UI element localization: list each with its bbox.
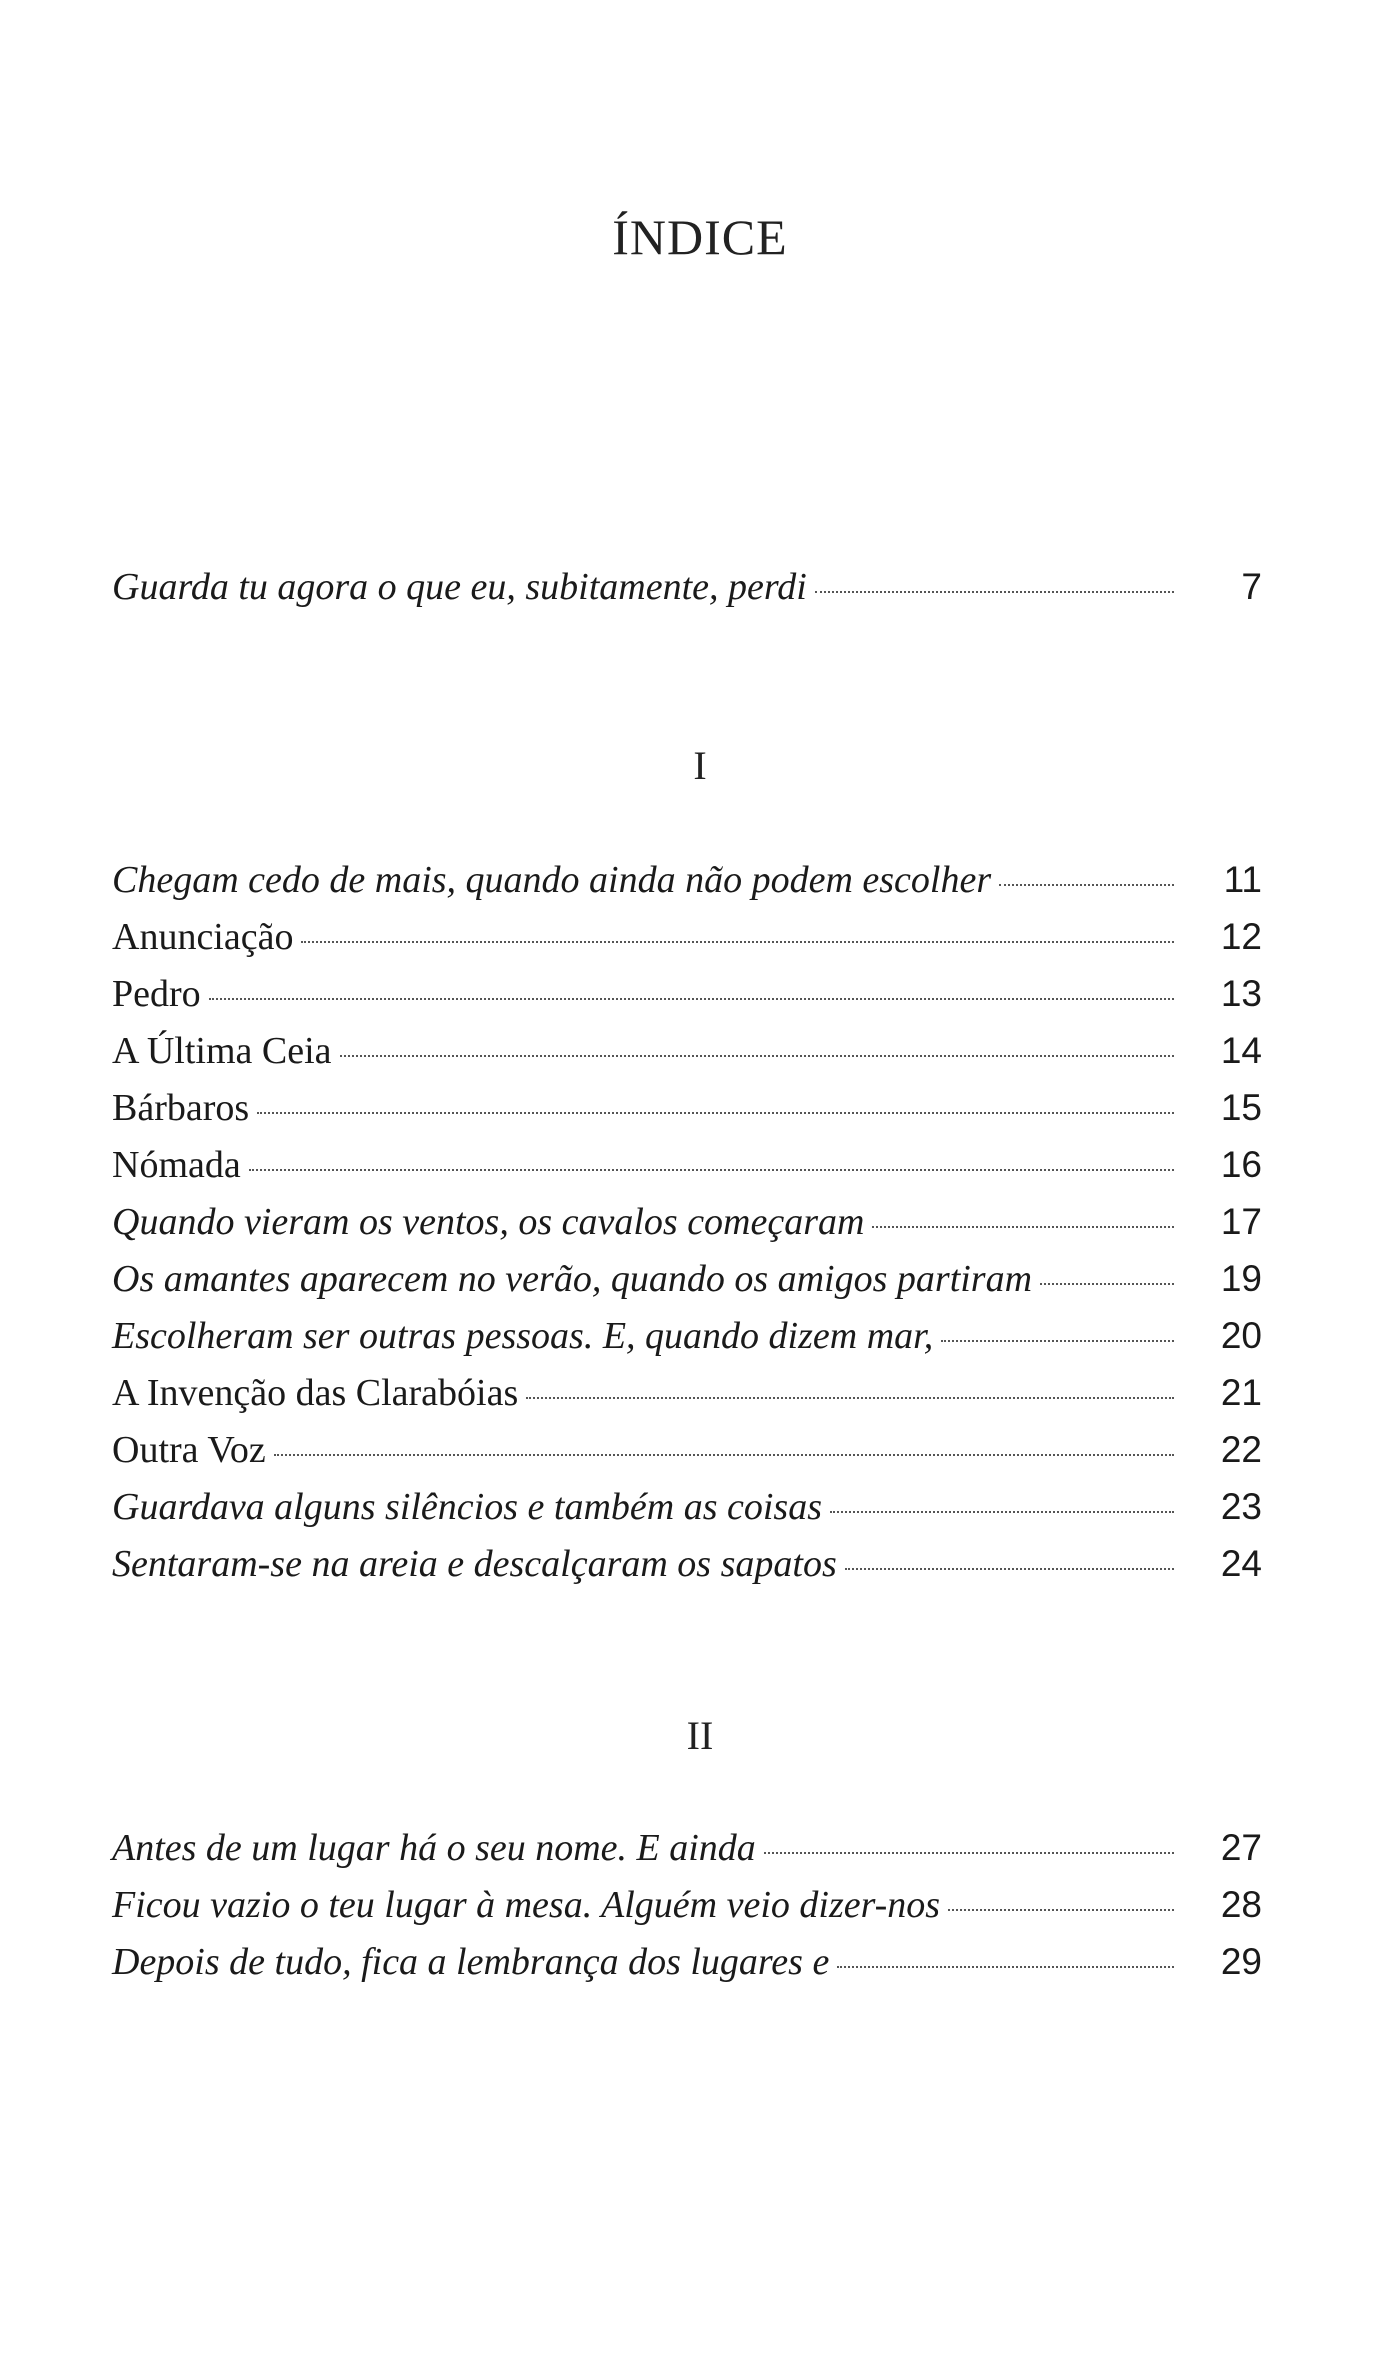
toc-entry[interactable] bbox=[112, 1940, 1262, 1997]
toc-entry-title: Ficou vazio o teu lugar à mesa. Alguém veio dizer-nos bbox=[112, 1884, 941, 1926]
dot-leader bbox=[999, 884, 1174, 886]
toc-entry[interactable] bbox=[112, 1428, 1262, 1485]
toc-entry-page: 7 bbox=[1241, 566, 1262, 607]
toc-entry[interactable] bbox=[112, 1143, 1262, 1200]
dot-leader bbox=[274, 1454, 1174, 1456]
toc-entry-page: 13 bbox=[1220, 973, 1262, 1014]
toc-entry-page: 27 bbox=[1220, 1827, 1262, 1868]
toc-entry-title: Quando vieram os ventos, os cavalos começaram bbox=[112, 1201, 865, 1243]
toc-entry[interactable] bbox=[112, 1371, 1262, 1428]
toc-entry-title: Antes de um lugar há o seu nome. E ainda bbox=[112, 1827, 756, 1869]
toc-entry[interactable] bbox=[112, 565, 1262, 622]
toc-entry-title: Nómada bbox=[112, 1144, 241, 1186]
toc-entry-page: 12 bbox=[1220, 916, 1262, 957]
dot-leader bbox=[526, 1397, 1174, 1399]
dot-leader bbox=[257, 1112, 1174, 1114]
section-i-list bbox=[112, 858, 1262, 1599]
page-title: ÍNDICE bbox=[612, 209, 788, 265]
toc-entry-page: 11 bbox=[1223, 859, 1262, 900]
toc-entry[interactable] bbox=[112, 972, 1262, 1029]
dot-leader bbox=[209, 998, 1174, 1000]
dot-leader bbox=[764, 1852, 1174, 1854]
toc-entry-title: Os amantes aparecem no verão, quando os amigos partiram bbox=[112, 1258, 1033, 1300]
toc-entry-page: 28 bbox=[1220, 1884, 1262, 1925]
toc-entry-page: 21 bbox=[1220, 1372, 1262, 1413]
toc-entry-page: 19 bbox=[1220, 1258, 1262, 1299]
toc-entry-title: Guarda tu agora o que eu, subitamente, perdi bbox=[112, 566, 807, 608]
dot-leader bbox=[301, 941, 1174, 943]
section-ii-list bbox=[112, 1826, 1262, 1997]
toc-entry-title: Pedro bbox=[112, 973, 201, 1015]
dot-leader bbox=[830, 1511, 1174, 1513]
toc-entry-page: 16 bbox=[1220, 1144, 1262, 1185]
dot-leader bbox=[1040, 1283, 1174, 1285]
toc-entry-page: 22 bbox=[1220, 1429, 1262, 1470]
toc-entry-title: A Última Ceia bbox=[112, 1030, 332, 1072]
dot-leader bbox=[340, 1055, 1174, 1057]
toc-entry[interactable] bbox=[112, 1086, 1262, 1143]
toc-entry[interactable] bbox=[112, 1029, 1262, 1086]
dot-leader bbox=[948, 1909, 1174, 1911]
toc-entry-page: 15 bbox=[1220, 1087, 1262, 1128]
toc-entry-title: Depois de tudo, fica a lembrança dos lugares e bbox=[112, 1941, 830, 1983]
toc-entry[interactable] bbox=[112, 1542, 1262, 1599]
dot-leader bbox=[872, 1226, 1174, 1228]
dot-leader bbox=[249, 1169, 1174, 1171]
toc-entry-title: Guardava alguns silêncios e também as coisas bbox=[112, 1486, 822, 1528]
toc-entry-page: 29 bbox=[1220, 1941, 1262, 1982]
prologue-list bbox=[112, 565, 1262, 622]
toc-entry-page: 17 bbox=[1220, 1201, 1262, 1242]
toc-entry-title: Chegam cedo de mais, quando ainda não podem escolher bbox=[112, 859, 992, 901]
toc-entry-title: Sentaram-se na areia e descalçaram os sapatos bbox=[112, 1543, 837, 1585]
toc-entry[interactable] bbox=[112, 858, 1262, 915]
toc-entry-page: 23 bbox=[1220, 1486, 1262, 1527]
toc-entry-page: 14 bbox=[1220, 1030, 1262, 1071]
toc-entry[interactable] bbox=[112, 1257, 1262, 1314]
toc-entry-title: Outra Voz bbox=[112, 1429, 266, 1471]
toc-entry[interactable] bbox=[112, 1200, 1262, 1257]
toc-entry[interactable] bbox=[112, 1485, 1262, 1542]
dot-leader bbox=[815, 591, 1174, 593]
toc-entry-title: Escolheram ser outras pessoas. E, quando dizem mar, bbox=[112, 1315, 934, 1357]
toc-entry[interactable] bbox=[112, 1826, 1262, 1883]
section-heading-i: I bbox=[693, 743, 707, 788]
toc-entry-title: Bárbaros bbox=[112, 1087, 250, 1129]
dot-leader bbox=[941, 1340, 1174, 1342]
toc-entry-title: Anunciação bbox=[112, 916, 294, 958]
dot-leader bbox=[837, 1966, 1174, 1968]
toc-entry-title: A Invenção das Clarabóias bbox=[112, 1372, 519, 1414]
dot-leader bbox=[845, 1568, 1174, 1570]
toc-entry[interactable] bbox=[112, 1314, 1262, 1371]
section-heading-ii: II bbox=[686, 1713, 714, 1758]
toc-entry-page: 24 bbox=[1220, 1543, 1262, 1584]
toc-entry-page: 20 bbox=[1220, 1315, 1262, 1356]
toc-entry[interactable] bbox=[112, 915, 1262, 972]
toc-entry[interactable] bbox=[112, 1883, 1262, 1940]
